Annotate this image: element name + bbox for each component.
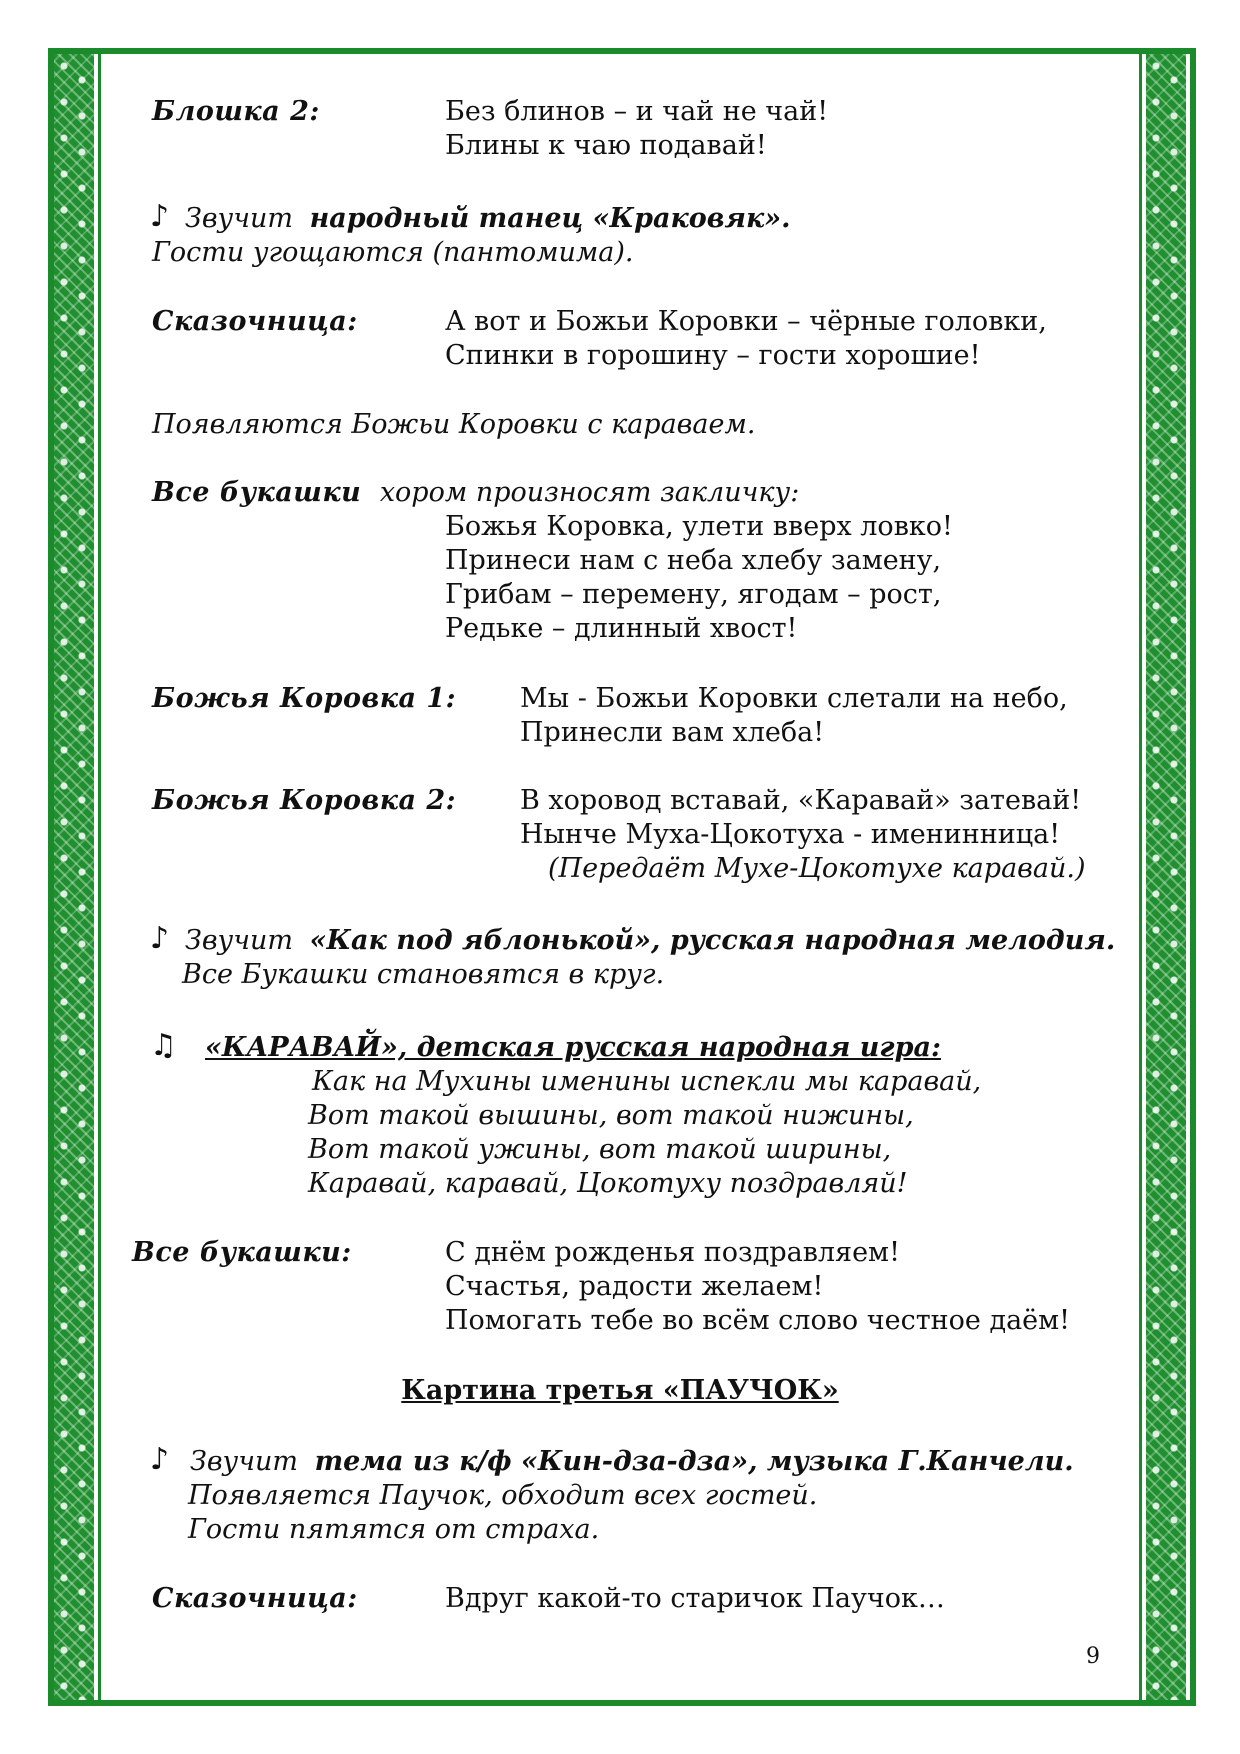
music-cue-prefix: Звучит <box>185 203 293 234</box>
speaker-ladybug-1: Божья Коровка 1: <box>152 683 457 714</box>
music-notes-icon: ♫ <box>150 1028 177 1063</box>
music-cue <box>185 924 1115 958</box>
music-cue-prefix: Звучит <box>190 1446 298 1477</box>
stage-direction: Гости пятятся от страха. <box>188 1514 600 1545</box>
chorus-intro <box>152 476 799 510</box>
speech-line: С днём рожденья поздравляем! <box>445 1237 900 1268</box>
music-note-icon: ♪ <box>150 199 170 234</box>
stage-direction: Все Букашки становятся в круг. <box>182 959 665 990</box>
song-line: Вот такой вышины, вот такой нижины, <box>308 1100 914 1131</box>
speaker-vse-bukashki: Все букашки: <box>132 1237 352 1268</box>
song-line: Каравай, каравай, Цокотуху поздравляй! <box>308 1168 908 1199</box>
speech-line: Принесли вам хлеба! <box>520 717 825 748</box>
game-title: «КАРАВАЙ», детская русская народная игра: <box>205 1032 941 1063</box>
music-note-icon: ♪ <box>150 921 170 956</box>
song-line: Вот такой ужины, вот такой ширины, <box>308 1134 892 1165</box>
music-cue <box>190 1445 1074 1479</box>
speaker-skazochnitsa: Сказочница: <box>152 306 358 337</box>
speech-line: Помогать тебе во всём слово честное даём! <box>445 1305 1070 1336</box>
page-number: 9 <box>1086 1644 1100 1669</box>
speech-line: Блины к чаю подавай! <box>445 130 767 161</box>
ornament-strip-right <box>1146 54 1186 1700</box>
speech-line: Вдруг какой-то старичок Паучок… <box>445 1583 945 1614</box>
music-cue-title: народный танец «Краковяк». <box>309 203 791 234</box>
speaker-skazochnitsa: Сказочница: <box>152 1583 358 1614</box>
speaker-vse-bukashki: Все букашки <box>152 477 362 508</box>
speech-line: А вот и Божьи Коровки – чёрные головки, <box>445 306 1047 337</box>
stage-direction: (Передаёт Мухе-Цокотухе каравай.) <box>548 853 1086 884</box>
stage-direction: хором произносят закличку: <box>379 477 800 508</box>
speech-line: Принеси нам с неба хлебу замену, <box>445 545 942 576</box>
speech-line: Божья Коровка, улети вверх ловко! <box>445 511 953 542</box>
music-cue <box>185 202 791 236</box>
section-title: Картина третья «ПАУЧОК» <box>401 1375 839 1406</box>
ornament-strip-left <box>54 54 94 1700</box>
music-cue-title: тема из к/ф «Кин-дза-дза», музыка Г.Канчели. <box>314 1446 1074 1477</box>
stage-direction: Появляются Божьи Коровки с караваем. <box>152 409 756 440</box>
speech-line: Спинки в горошину – гости хорошие! <box>445 340 981 371</box>
speaker-bloshka-2: Блошка 2: <box>152 96 320 127</box>
music-cue-prefix: Звучит <box>185 925 293 956</box>
music-cue-title: «Как под яблонькой», русская народная мелодия. <box>309 925 1116 956</box>
stage-direction: Появляется Паучок, обходит всех гостей. <box>188 1480 818 1511</box>
speech-line: В хоровод вставай, «Каравай» затевай! <box>520 785 1082 816</box>
song-line: Как на Мухины именины испекли мы каравай, <box>312 1066 982 1097</box>
stage-direction: Гости угощаются (пантомима). <box>152 237 634 268</box>
speech-line: Мы - Божьи Коровки слетали на небо, <box>520 683 1068 714</box>
speech-line: Нынче Муха-Цокотуха - именинница! <box>520 819 1061 850</box>
speech-line: Редьке – длинный хвост! <box>445 613 798 644</box>
speaker-ladybug-2: Божья Коровка 2: <box>152 785 457 816</box>
speech-line: Без блинов – и чай не чай! <box>445 96 829 127</box>
inner-border-left <box>98 54 101 1700</box>
inner-border-right <box>1139 54 1142 1700</box>
speech-line: Грибам – перемену, ягодам – рост, <box>445 579 942 610</box>
speech-line: Счастья, радости желаем! <box>445 1271 824 1302</box>
music-note-icon: ♪ <box>150 1442 170 1477</box>
